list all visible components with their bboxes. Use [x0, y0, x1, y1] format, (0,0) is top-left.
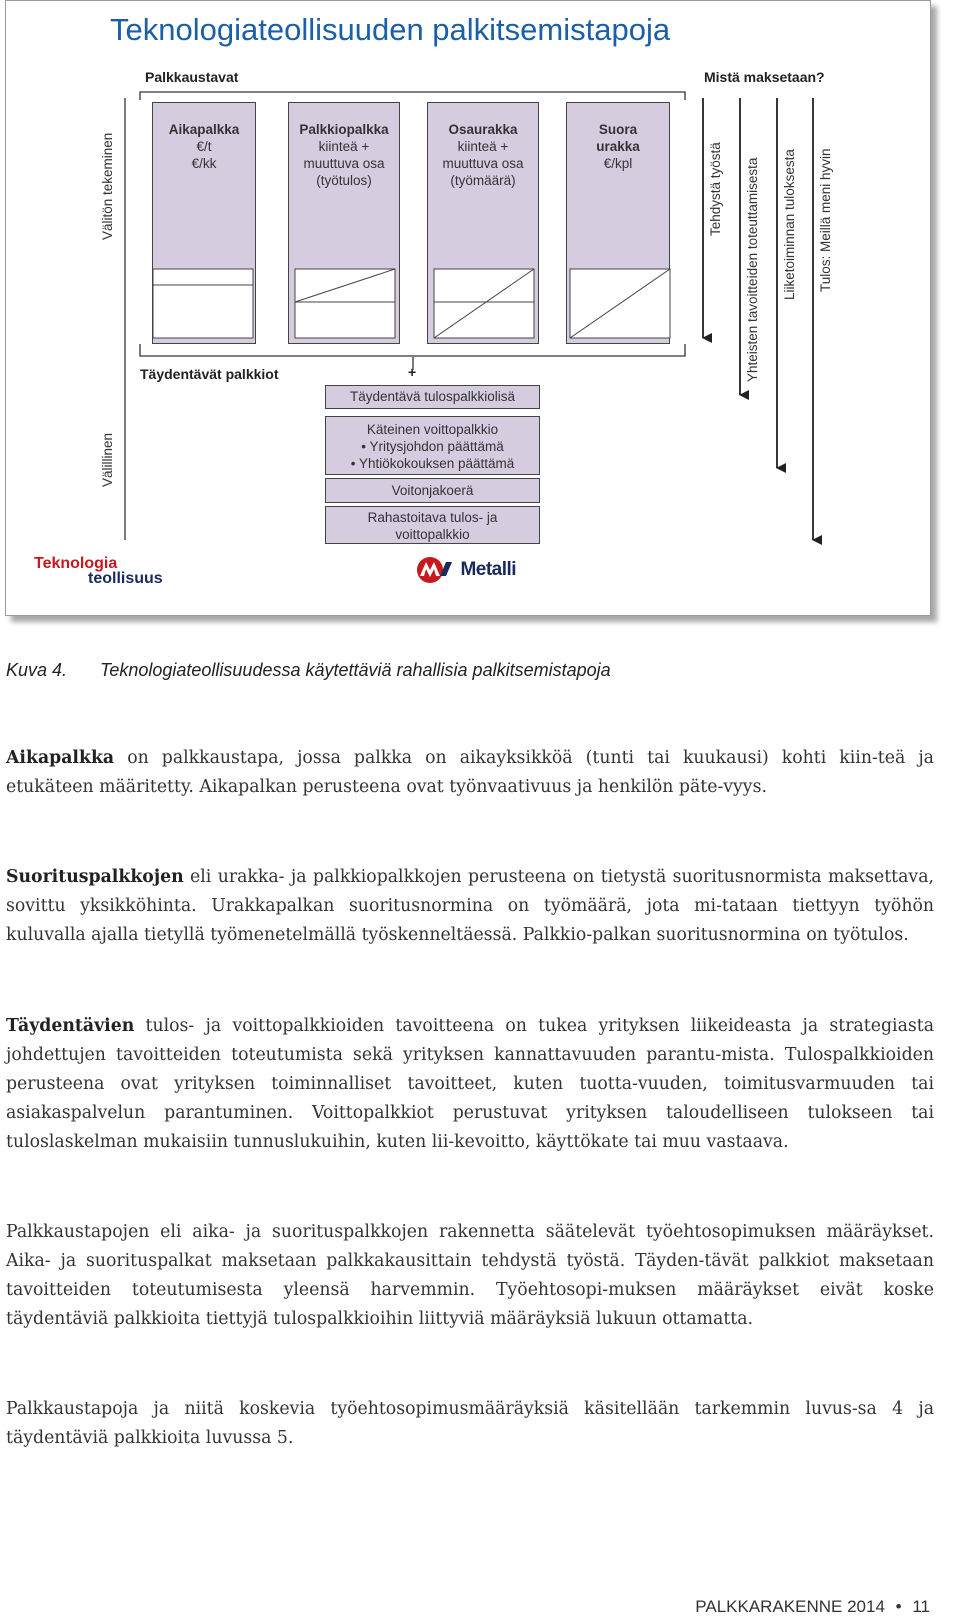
figure-caption — [6, 660, 611, 681]
pay-type-title: Osaurakka — [448, 122, 518, 137]
profit-share-box — [325, 478, 540, 503]
footer-bullet: • — [895, 1597, 902, 1616]
pay-type-line: €/kk — [191, 156, 217, 171]
profit-share-label: Voitonjakoerä — [391, 483, 474, 498]
page-number: 11 — [912, 1597, 930, 1616]
metalli-logo-icon — [416, 556, 456, 584]
result-bonus-box — [325, 385, 540, 409]
supplementary-label: Täydentävät palkkiot — [140, 366, 279, 382]
paid-for-common-goals: Yhteisten tavoitteiden toteuttamisesta — [745, 157, 760, 382]
pay-type-line: muuttuva osa — [442, 156, 524, 171]
diagram-straight — [569, 268, 673, 340]
figure-title: Teknologiateollisuuden palkitsemistapoja — [110, 12, 671, 47]
teknologiateollisuus-logo — [34, 556, 163, 586]
cash-bonus-line: • Yritysjohdon päättämä — [361, 439, 504, 454]
fund-bonus-box — [325, 506, 540, 544]
fund-bonus-label: Rahastoitava tulos- ja voittopalkkio — [367, 510, 498, 542]
paragraph-supplementary-bonuses — [6, 1012, 934, 1157]
metalli-logo — [416, 556, 516, 586]
caption-number: Kuva 4. — [6, 660, 68, 680]
row-label-indirect: Välillinen — [100, 432, 115, 487]
pay-type-line: urakka — [596, 139, 640, 154]
cash-bonus-title: Käteinen voittopalkkio — [366, 422, 499, 437]
paragraph-text: Palkkaustapoja ja niitä koskevia työehtosopimusmääräyksiä käsitellään tarkemmin luvus-sa 4 ja täydentäviä palkkioita luvussa 5. — [6, 1399, 934, 1448]
paragraph-chapters — [6, 1395, 934, 1453]
paragraph-text: eli urakka- ja palkkiopalkkojen perusteena on tietystä suoritusnormista maksettava, sovittu yksikköhinta. Urakkapalkan suoritusnormina on työmäärä, jota mi-tataan tiettyyn työhön kuluvalla ajalla tietyllä työmenetelmällä työskenneltäessä. Palkkio-palkan suoritusnormina on työtulos. — [6, 867, 934, 945]
paragraph-lead: Aikapalkka — [6, 748, 115, 768]
paragraph-time-wage — [6, 744, 934, 802]
pay-type-title: Aikapalkka — [168, 122, 240, 137]
cash-bonus-box — [325, 416, 540, 475]
paid-for-work-done: Tehdystä työstä — [708, 142, 723, 236]
pay-type-line: kiinteä + — [318, 139, 370, 154]
page-footer — [695, 1597, 930, 1617]
paragraph-lead: Täydentävien — [6, 1016, 135, 1036]
pay-type-line: kiinteä + — [457, 139, 509, 154]
paragraph-performance-pay — [6, 863, 934, 950]
plus-sign: + — [408, 364, 417, 380]
logo-line-1: Teknologia — [34, 555, 118, 572]
pay-type-title: Palkkiopalkka — [299, 122, 389, 137]
caption-text: Teknologiateollisuudessa käytettäviä rahallisia palkitsemistapoja — [100, 660, 611, 680]
paragraph-text: Palkkaustapojen eli aika- ja suorituspalkkojen rakennetta säätelevät työehtosopimuksen määräykset. Aika- ja suorituspalkat maksetaan palkkakausittain tehdystä työstä. Täyden-tävät palkkiot maksetaan tavoitteiden toteutumisesta yleensä harvemmin. Työehtosopi-muksen määräykset eivät koske täydentäviä palkkioita tiettyjä tulospalkkioihin liittyviä määräyksiä lukuun ottamatta. — [6, 1222, 934, 1329]
diagram-fixed — [152, 268, 256, 340]
paragraph-collective-agreement — [6, 1218, 934, 1334]
row-label-direct: Välitön tekeminen — [100, 132, 115, 240]
result-bonus-label: Täydentävä tulospalkkiolisä — [349, 389, 516, 404]
pay-type-title: Suora — [598, 122, 638, 137]
paragraph-text: tulos- ja voittopalkkioiden tavoitteena on tukea yrityksen liikeideasta ja strategiasta johdettujen tavoitteiden toteutumista sekä yrityksen kannattavuuden parantu-mista. Tulospalkkioiden perusteena ovat yrityksen toiminnalliset tavoitteet, kuten tuotta-vuuden, toimitusvarmuuden tai asiakaspalvelun parantuminen. Voittopalkkiot perustuvat yrityksen taloudelliseen tulokseen tai tuloslaskelman mukaisiin tunnuslukuihin, kuten lii-kevoitto, käyttökate tai muu vastaava. — [6, 1016, 934, 1152]
paid-for-result-went-well: Tulos: Meillä meni hyvin — [818, 148, 833, 292]
paragraph-lead: Suorituspalkkojen — [6, 867, 184, 887]
pay-type-line: €/t — [196, 139, 212, 154]
footer-title: PALKKARAKENNE 2014 — [695, 1597, 885, 1616]
pay-type-line: (työtulos) — [316, 173, 372, 188]
diagram-partial — [433, 268, 537, 340]
pay-type-line: (työmäärä) — [450, 173, 516, 188]
paragraph-text: on palkkaustapa, jossa palkka on aikayksikköä (tunti tai kuukausi) kohti kiin-teä ja etukäteen määritetty. Aikapalkan perusteena ovat työnvaativuus ja henkilön päte-vyys. — [6, 748, 934, 797]
metalli-logo-text: Metalli — [460, 559, 517, 580]
header-pay-methods: Palkkaustavat — [145, 69, 239, 85]
logo-line-2: teollisuus — [88, 570, 163, 587]
paid-for-business-result: Liiketoiminnan tuloksesta — [782, 149, 797, 300]
pay-type-line: muuttuva osa — [303, 156, 385, 171]
header-paid-for: Mistä maksetaan? — [704, 69, 825, 85]
cash-bonus-line: • Yhtiökokouksen päättämä — [350, 456, 515, 471]
pay-type-line: €/kpl — [603, 156, 633, 171]
diagram-bonus — [294, 268, 398, 340]
